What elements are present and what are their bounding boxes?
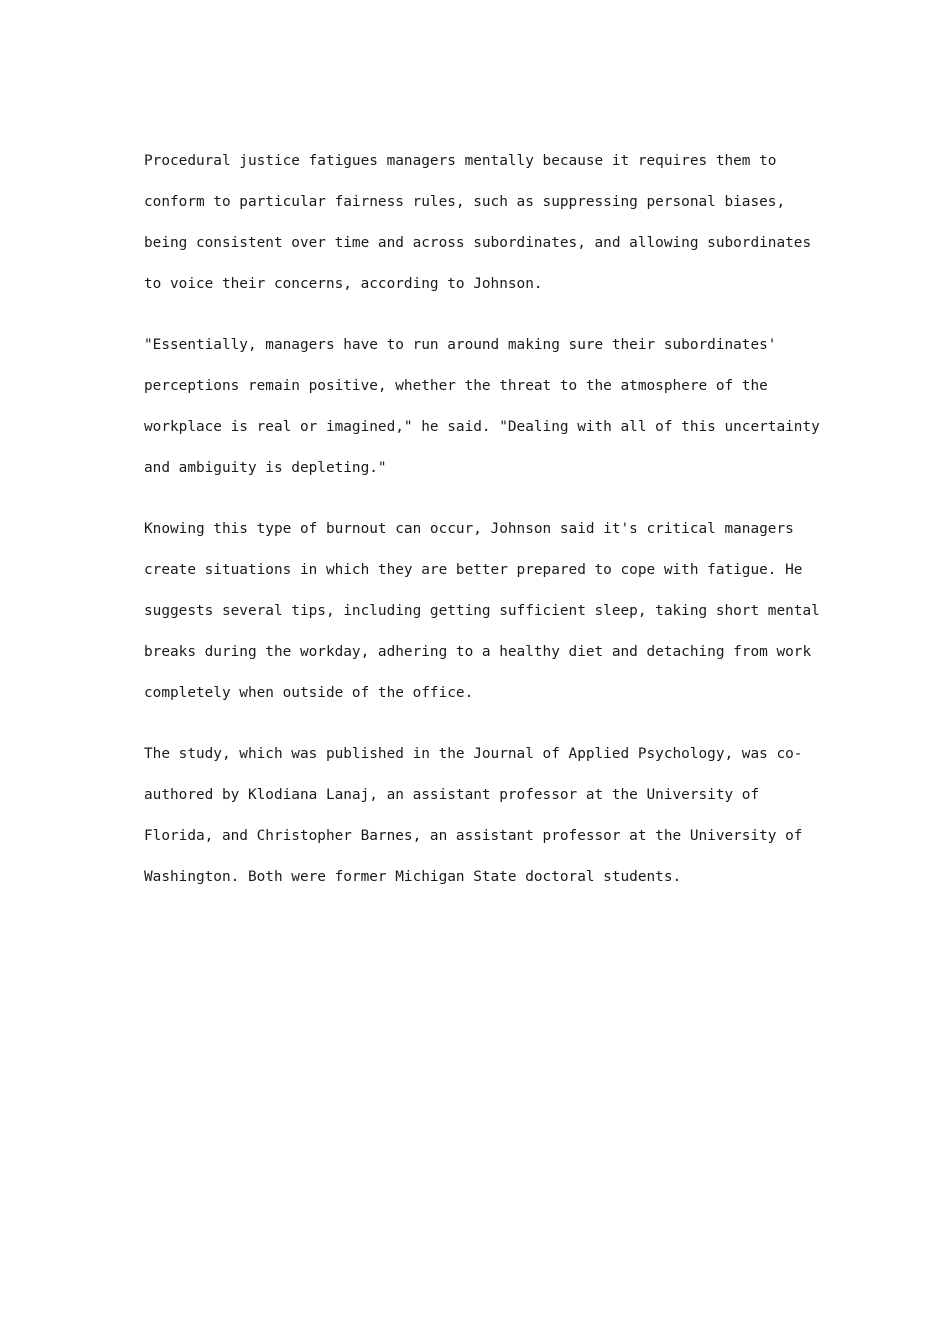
paragraph-3 [144,509,820,714]
text-line: Procedural justice fatigues managers mentally because it requires them to [144,153,777,169]
text-line: create situations in which they are better prepared to cope with fatigue. He [144,562,803,578]
paragraph-1 [144,141,814,305]
text-line: Florida, and Christopher Barnes, an assistant professor at the University of [144,828,803,844]
text-line: conform to particular fairness rules, such as suppressing personal biases, [144,194,786,210]
paragraph-4 [144,734,814,898]
text-line: Washington. Both were former Michigan State doctoral students. [144,869,682,885]
text-line: perceptions remain positive, whether the threat to the atmosphere of the [144,378,768,394]
text-line: authored by Klodiana Lanaj, an assistant professor at the University of [144,787,760,803]
text-line: "Essentially, managers have to run around making sure their subordinates' [144,337,777,353]
text-line: workplace is real or imagined," he said. "Dealing with all of this uncertainty [144,419,820,435]
paragraph-2 [144,325,820,489]
text-line: Knowing this type of burnout can occur, Johnson said it's critical managers [144,521,794,537]
text-line: and ambiguity is depleting." [144,460,387,476]
text-line: breaks during the workday, adhering to a healthy diet and detaching from work [144,644,812,660]
text-line: completely when outside of the office. [144,685,474,701]
body-text [144,141,820,918]
text-line: suggests several tips, including getting sufficient sleep, taking short mental [144,603,820,619]
text-line: The study, which was published in the Journal of Applied Psychology, was co- [144,746,803,762]
text-line: being consistent over time and across subordinates, and allowing subordinates [144,235,812,251]
text-line: to voice their concerns, according to Johnson. [144,276,543,292]
